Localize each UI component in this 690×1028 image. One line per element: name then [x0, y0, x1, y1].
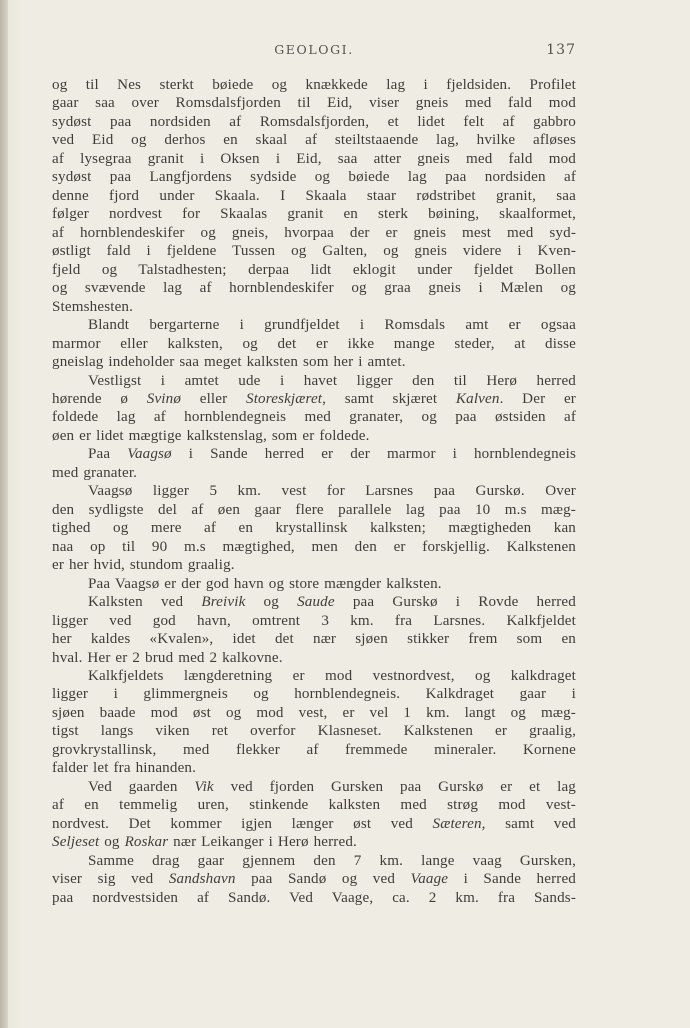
text-segment: og: [245, 594, 298, 611]
italic-place-name: Sandshavn: [168, 871, 236, 888]
text-line: [52, 612, 576, 630]
text-segment: falder let fra hinanden.: [52, 760, 197, 777]
text-segment: Vaagsø ligger 5 km. vest for Larsnes paa Gurskø. Over: [88, 483, 576, 500]
text-line: [52, 150, 576, 168]
text-segment: nær Leikanger i Herø herred.: [168, 834, 357, 851]
text-line: [52, 224, 576, 242]
text-line: [52, 501, 576, 519]
text-segment: tighed og mere af en krystallinsk kalksten; mægtigheden kan: [52, 520, 576, 537]
text-segment: Samme drag gaar gjennem den 7 km. lange vaag Gursken,: [88, 852, 576, 869]
text-line: [52, 889, 576, 907]
text-segment: eller: [181, 390, 246, 407]
text-line: [52, 464, 576, 482]
text-line: [52, 242, 576, 260]
italic-place-name: Storeskjæret: [246, 390, 323, 407]
text-segment: i Sande herred er der marmor i hornblendegneis: [171, 446, 576, 463]
text-line: [52, 556, 576, 574]
text-line: [52, 113, 576, 131]
text-segment: sjøen baade mod øst og mod vest, er vel 1 km. langt og mæg-: [52, 704, 576, 721]
text-segment: her kaldes «Kvalen», idet det nær sjøen stikker frem som en: [52, 631, 576, 648]
text-segment: følger nordvest for Skaalas granit en sterk bøining, skaalformet,: [52, 206, 576, 223]
text-segment: paa nordvestsiden af Sandø. Ved Vaage, ca. 2 km. fra Sands-: [52, 889, 576, 906]
text-line: [52, 593, 576, 611]
text-segment: marmor eller kalksten, og det er ikke mange steder, at disse: [52, 335, 576, 352]
text-line: [52, 131, 576, 149]
italic-place-name: Vik: [194, 778, 214, 795]
text-line: [52, 630, 576, 648]
text-segment: denne fjord under Skaala. I Skaala staar rødstribet granit, saa: [52, 187, 576, 204]
text-segment: paa Sandø og ved: [235, 871, 411, 888]
text-line: [52, 316, 576, 334]
text-segment: øen er lidet mægtige kalkstenslag, som er foldede.: [52, 427, 370, 444]
text-line: [52, 205, 576, 223]
text-segment: Vestligst i amtet ude i havet ligger den til Herø herred: [88, 372, 576, 389]
text-segment: sydøst paa nordsiden af Romsdalsfjorden, et lidet felt af gabbro: [52, 113, 576, 130]
italic-place-name: Sæteren: [432, 815, 482, 832]
text-segment: hørende ø: [52, 390, 147, 407]
text-line: [52, 649, 576, 667]
italic-place-name: Vaage: [410, 871, 449, 888]
text-segment: . Der er: [499, 390, 576, 407]
text-segment: grovkrystallinsk, med flekker af fremmede mineraler. Kornene: [52, 741, 576, 758]
text-line: [52, 445, 576, 463]
text-segment: naa op til 90 m.s mægtighed, men den er forskjellig. Kalkstenen: [52, 538, 576, 555]
text-segment: Stemshesten.: [52, 298, 134, 315]
text-segment: ved Eid og derhos en skaal af steiltstaaende lag, hvilke afløses: [52, 132, 576, 149]
text-line: [52, 482, 576, 500]
italic-place-name: Roskar: [124, 834, 169, 851]
text-segment: den sydligste del af øen gaar flere parallele lag paa 10 m.s mæg-: [52, 501, 576, 518]
text-line: [52, 519, 576, 537]
text-segment: Kalkfjeldets længderetning er mod vestnordvest, og kalkdraget: [88, 668, 576, 684]
text-segment: foldede lag af hornblendegneis med granater, og paa østsiden af: [52, 409, 576, 426]
text-line: [52, 815, 576, 833]
italic-place-name: Vaagsø: [127, 446, 172, 463]
text-segment: ved fjorden Gursken paa Gurskø er et lag: [213, 778, 576, 795]
text-line: [52, 76, 576, 94]
text-line: [52, 298, 576, 316]
text-line: [52, 408, 576, 426]
text-line: [52, 575, 576, 593]
text-segment: af hornblendeskifer og gneis, hvorpaa der er gneis mest med syd-: [52, 224, 576, 241]
text-segment: østligt fald i fjeldene Tussen og Galten, og gneis videre i Kven-: [52, 243, 576, 260]
text-line: [52, 335, 576, 353]
text-line: [52, 427, 576, 445]
text-line: [52, 538, 576, 556]
text-segment: , samt skjæret: [322, 390, 456, 407]
text-segment: med granater.: [52, 464, 138, 481]
text-segment: og svævende lag af hornblendeskifer og graa gneis i Mælen og: [52, 280, 576, 297]
text-segment: paa Gurskø i Rovde herred: [334, 594, 576, 611]
text-segment: og: [99, 834, 125, 851]
page-gutter: [0, 0, 8, 1028]
italic-place-name: Breivik: [201, 594, 246, 611]
page-header: [52, 42, 576, 66]
text-line: [52, 372, 576, 390]
text-segment: , samt ved: [481, 815, 577, 832]
text-line: [52, 778, 576, 796]
text-line: [52, 353, 576, 371]
italic-place-name: Saude: [297, 594, 335, 611]
text-segment: af lysegraa granit i Oksen i Eid, saa atter gneis med fald mod: [52, 150, 576, 167]
text-segment: er her hvid, stundom graalig.: [52, 557, 235, 574]
text-line: [52, 852, 576, 870]
text-line: [52, 279, 576, 297]
text-line: [52, 390, 576, 408]
text-line: [52, 261, 576, 279]
text-segment: hval. Her er 2 brud med 2 kalkovne.: [52, 649, 283, 666]
text-segment: i Sande herred: [448, 871, 576, 888]
italic-place-name: Kalven: [455, 390, 500, 407]
text-line: [52, 796, 576, 814]
text-line: [52, 685, 576, 703]
text-segment: af en temmelig uren, stinkende kalksten med strøg mod vest-: [52, 797, 576, 814]
text-line: [52, 833, 576, 851]
text-segment: gneislag indeholder saa meget kalksten som her i amtet.: [52, 354, 406, 371]
text-segment: ligger ved god havn, omtrent 3 km. fra Larsnes. Kalkfjeldet: [52, 612, 576, 629]
text-line: [52, 741, 576, 759]
text-line: [52, 870, 576, 888]
text-segment: Paa Vaagsø er der god havn og store mængder kalksten.: [88, 575, 442, 592]
text-segment: Blandt bergarterne i grundfjeldet i Romsdals amt er ogsaa: [88, 317, 576, 334]
page-number: 137: [546, 42, 576, 58]
text-segment: fjeld og Talstadhesten; derpaa lidt eklogit under fjeldet Bollen: [52, 261, 576, 278]
text-segment: tigst langs viken ret overfor Klasneset. Kalkstenen er graalig,: [52, 723, 576, 740]
text-segment: sydøst paa Langfjordens sydside og bøiede lag paa nordsiden af: [52, 169, 576, 186]
text-segment: Ved gaarden: [88, 778, 195, 795]
body-text: [52, 76, 576, 907]
text-line: [52, 722, 576, 740]
text-line: [52, 168, 576, 186]
text-segment: og til Nes sterkt bøiede og knækkede lag i fjeldsiden. Profilet: [52, 77, 576, 93]
running-head: GEOLOGI.: [274, 42, 354, 57]
text-line: [52, 94, 576, 112]
italic-place-name: Svinø: [146, 390, 182, 407]
text-line: [52, 187, 576, 205]
text-segment: Kalksten ved: [88, 594, 202, 611]
text-segment: viser sig ved: [52, 871, 169, 888]
text-segment: gaar saa over Romsdalsfjorden til Eid, viser gneis med fald mod: [52, 95, 576, 112]
italic-place-name: Seljeset: [52, 834, 100, 851]
text-segment: Paa: [88, 446, 128, 463]
text-segment: nordvest. Det kommer igjen længer øst ved: [52, 815, 433, 832]
text-segment: ligger i glimmergneis og hornblendegneis. Kalkdraget gaar i: [52, 686, 576, 703]
text-line: [52, 704, 576, 722]
text-line: [52, 667, 576, 685]
text-line: [52, 759, 576, 777]
